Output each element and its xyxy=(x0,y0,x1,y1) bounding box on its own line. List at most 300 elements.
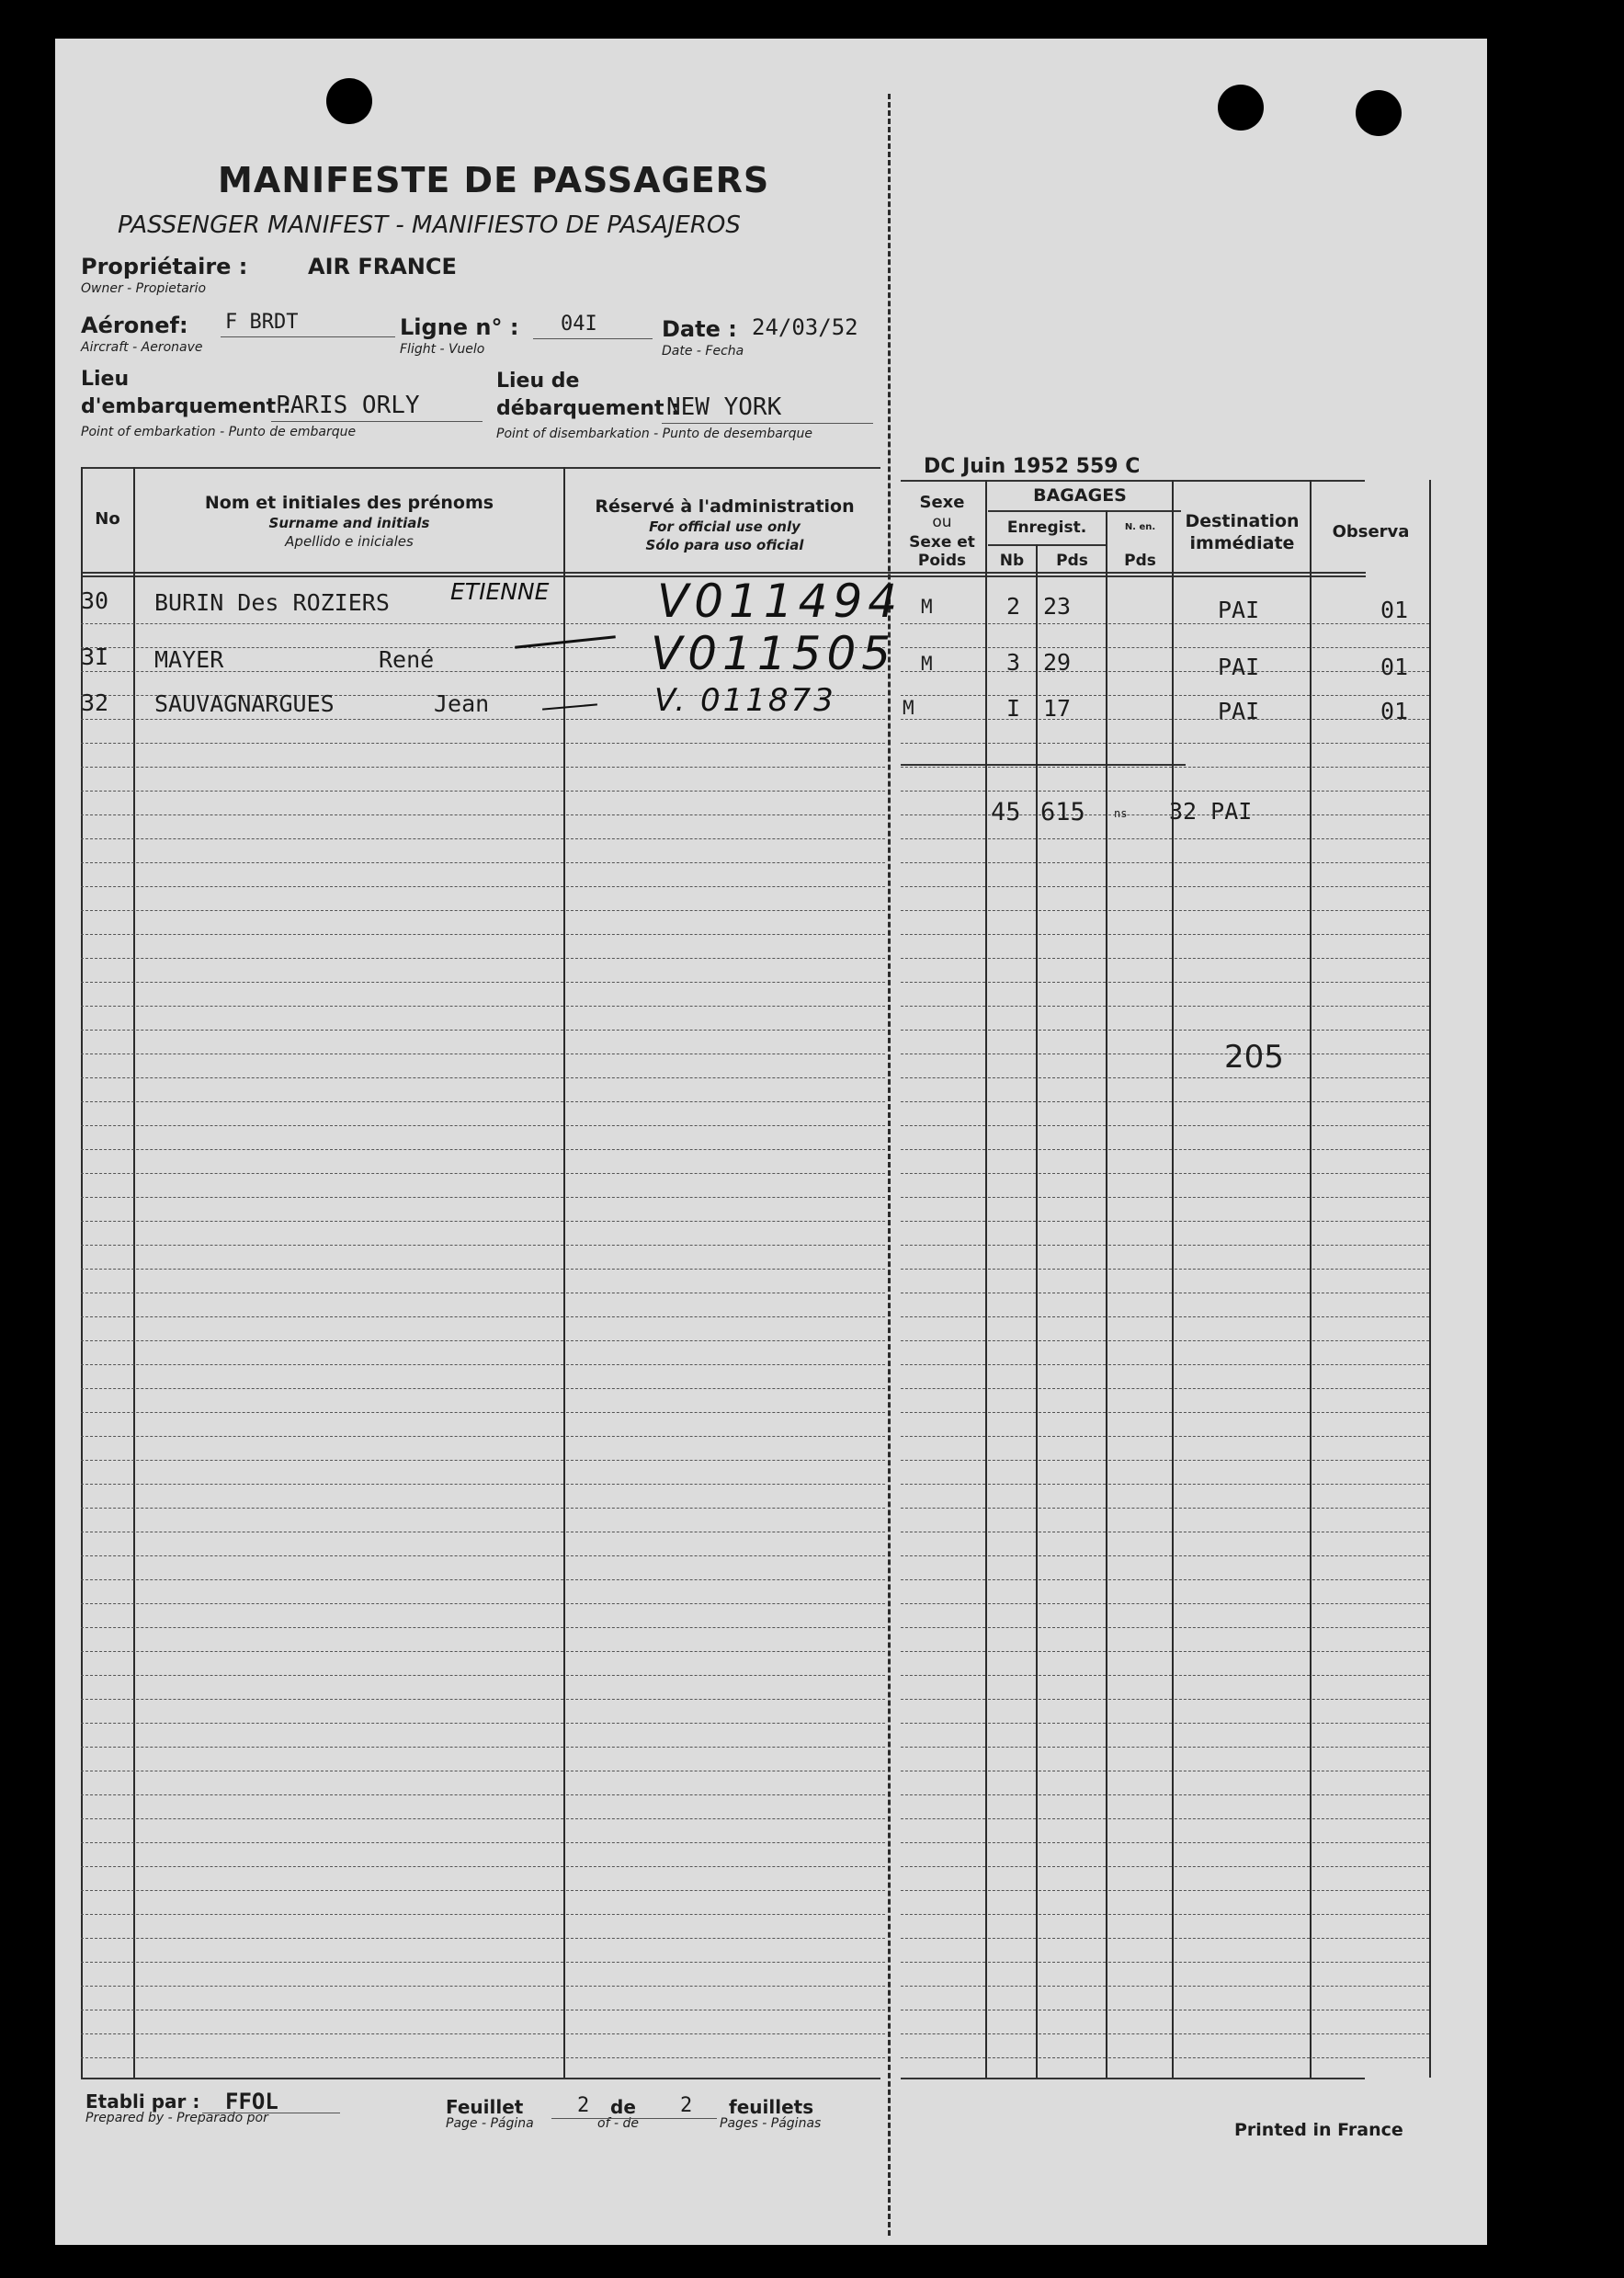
ruled-line xyxy=(988,886,1036,887)
ruled-line xyxy=(566,1962,885,1963)
owner-sublabel: Owner - Propietario xyxy=(81,281,207,296)
ruled-line xyxy=(81,1340,563,1341)
ruled-line xyxy=(1175,1579,1310,1580)
ruled-line xyxy=(566,1675,885,1676)
passenger-no: 30 xyxy=(81,587,109,614)
of-value: 2 xyxy=(680,2094,693,2117)
ruled-line xyxy=(901,1149,985,1150)
ruled-line xyxy=(901,1747,985,1748)
ruled-line xyxy=(81,1030,563,1031)
ruled-line xyxy=(1108,862,1172,863)
ruled-line xyxy=(1312,1197,1429,1198)
ruled-line xyxy=(566,1173,885,1174)
ruled-line xyxy=(1039,958,1106,959)
ruled-line xyxy=(1039,886,1106,887)
ruled-line xyxy=(1039,1747,1106,1748)
ruled-line xyxy=(901,1723,985,1724)
ruled-line xyxy=(1039,1603,1106,1604)
ruled-line xyxy=(566,1149,885,1150)
destination: PAI xyxy=(1218,654,1260,680)
passenger-firstname: René xyxy=(379,646,435,673)
embark-value: PARIS ORLY xyxy=(276,392,420,419)
ruled-line xyxy=(1108,1436,1172,1437)
ruled-line xyxy=(1108,1484,1172,1485)
ruled-line xyxy=(901,1221,985,1222)
ruled-line xyxy=(81,1173,563,1174)
prepared-value: FFOL xyxy=(225,2089,278,2114)
sheet-sublabel: Page - Página xyxy=(446,2116,534,2131)
ruled-line xyxy=(81,1125,563,1126)
ruled-line xyxy=(1312,671,1429,672)
ruled-line xyxy=(1108,1962,1172,1963)
disembark-underline xyxy=(662,423,873,424)
ruled-line xyxy=(81,1747,563,1748)
ruled-line xyxy=(1312,1173,1429,1174)
ruled-line xyxy=(1175,791,1310,792)
ruled-line xyxy=(1175,862,1310,863)
ruled-line xyxy=(566,1579,885,1580)
ruled-line xyxy=(1175,1388,1310,1389)
total-destination: 32 PAI xyxy=(1169,798,1253,825)
ruled-line xyxy=(81,1245,563,1246)
ruled-line xyxy=(566,1508,885,1509)
ruled-line xyxy=(901,1125,985,1126)
ruled-line xyxy=(81,1818,563,1819)
sheet-value: 2 xyxy=(577,2094,590,2117)
ruled-line xyxy=(1108,1412,1172,1413)
ruled-line xyxy=(1039,1101,1106,1102)
ruled-line xyxy=(1039,1914,1106,1915)
ruled-line xyxy=(901,1197,985,1198)
ruled-line xyxy=(1312,647,1429,648)
ruled-line xyxy=(1175,623,1310,624)
ruled-line xyxy=(1108,1269,1172,1270)
ruled-line xyxy=(81,862,563,863)
ruled-line xyxy=(1039,1006,1106,1007)
ruled-line xyxy=(1108,1460,1172,1461)
embark-underline xyxy=(271,421,483,422)
ruled-line xyxy=(1039,1149,1106,1150)
passenger-sex: M xyxy=(921,596,933,618)
ruled-line xyxy=(566,1890,885,1891)
ruled-line xyxy=(901,1794,985,1795)
disembark-value: NEW YORK xyxy=(666,393,782,421)
ruled-line xyxy=(988,1508,1036,1509)
ruled-line xyxy=(566,1388,885,1389)
ruled-line xyxy=(988,767,1036,768)
ruled-line xyxy=(566,1938,885,1939)
ruled-line xyxy=(1175,1149,1310,1150)
ruled-line xyxy=(988,623,1036,624)
col-header-nr: N. en. xyxy=(1124,522,1156,532)
ruled-line xyxy=(1108,1508,1172,1509)
date-label: Date : xyxy=(662,316,737,342)
ruled-line xyxy=(1175,1962,1310,1963)
ruled-line xyxy=(1039,1269,1106,1270)
ruled-line xyxy=(988,1842,1036,1843)
ruled-line xyxy=(1312,1340,1429,1341)
ruled-line xyxy=(566,1460,885,1461)
ruled-line xyxy=(1108,958,1172,959)
form-subtitle: PASSENGER MANIFEST - MANIFIESTO DE PASAJEROS xyxy=(118,211,741,239)
ruled-line xyxy=(81,910,563,911)
passenger-surname: SAUVAGNARGUES xyxy=(154,690,335,717)
ruled-line xyxy=(81,743,563,744)
ruled-line xyxy=(1039,1030,1106,1031)
ruled-line xyxy=(988,910,1036,911)
col-header-admin-es: Sólo para uso oficial xyxy=(645,537,804,553)
ruled-line xyxy=(566,719,885,720)
ruled-line xyxy=(1312,1938,1429,1939)
ruled-line xyxy=(1108,1890,1172,1891)
ruled-line xyxy=(1175,1555,1310,1556)
ruled-line xyxy=(988,1125,1036,1126)
ruled-line xyxy=(1175,1866,1310,1867)
ruled-line xyxy=(566,1030,885,1031)
ruled-line xyxy=(81,1364,563,1365)
ruled-line xyxy=(988,1794,1036,1795)
ruled-line xyxy=(566,910,885,911)
ruled-line xyxy=(901,1603,985,1604)
ruled-line xyxy=(1175,1794,1310,1795)
ruled-line xyxy=(901,1842,985,1843)
ruled-line xyxy=(1175,1364,1310,1365)
col-header-nb: Nb xyxy=(999,552,1025,570)
ruled-line xyxy=(1039,2033,1106,2034)
col-header-nr-pds: Pds xyxy=(1124,552,1156,570)
passenger-surname: BURIN Des ROZIERS xyxy=(154,589,390,616)
ruled-line xyxy=(1108,1866,1172,1867)
ruled-line xyxy=(1312,1555,1429,1556)
ruled-line xyxy=(1175,1675,1310,1676)
ruled-line xyxy=(988,1245,1036,1246)
ruled-line xyxy=(1039,1340,1106,1341)
ruled-line xyxy=(901,1890,985,1891)
table-bottom-border xyxy=(81,2078,880,2079)
ruled-line xyxy=(1039,1794,1106,1795)
ruled-line xyxy=(81,814,563,815)
ruled-line xyxy=(1108,886,1172,887)
ruled-line xyxy=(1312,1484,1429,1485)
ruled-line xyxy=(566,1125,885,1126)
ruled-line xyxy=(901,910,985,911)
ruled-line xyxy=(1175,982,1310,983)
ruled-line xyxy=(901,1412,985,1413)
ruled-line xyxy=(1039,1125,1106,1126)
ruled-line xyxy=(1039,1388,1106,1389)
ruled-line xyxy=(988,1197,1036,1198)
ruled-line xyxy=(1175,1101,1310,1102)
ruled-line xyxy=(1175,1006,1310,1007)
ruled-line xyxy=(901,1651,985,1652)
ruled-line xyxy=(988,1723,1036,1724)
ruled-line xyxy=(1108,1651,1172,1652)
ruled-line xyxy=(1312,1818,1429,1819)
ruled-line xyxy=(1108,1938,1172,1939)
ruled-line xyxy=(1108,1149,1172,1150)
ruled-line xyxy=(566,1269,885,1270)
ruled-line xyxy=(1108,982,1172,983)
ruled-line xyxy=(988,1603,1036,1604)
ruled-line xyxy=(566,2057,885,2058)
ruled-line xyxy=(1175,2033,1310,2034)
ruled-line xyxy=(1108,1794,1172,1795)
ruled-line xyxy=(988,1890,1036,1891)
ruled-line xyxy=(81,1986,563,1987)
ruled-line xyxy=(1039,1508,1106,1509)
ruled-line xyxy=(1108,1699,1172,1700)
col-line xyxy=(1172,480,1174,2078)
ruled-line xyxy=(81,1269,563,1270)
ruled-line xyxy=(1175,647,1310,648)
ruled-line xyxy=(1108,2057,1172,2058)
aircraft-underline xyxy=(221,336,395,337)
prepared-label: Etabli par : xyxy=(85,2090,200,2113)
baggage-count: 2 xyxy=(1006,593,1021,620)
ruled-line xyxy=(1175,1484,1310,1485)
ruled-line xyxy=(1108,623,1172,624)
flight-value: 04I xyxy=(561,313,597,336)
ruled-line xyxy=(1108,1077,1172,1078)
aircraft-sublabel: Aircraft - Aeronave xyxy=(81,340,203,355)
owner-value: AIR FRANCE xyxy=(308,254,457,279)
ruled-line xyxy=(1108,1603,1172,1604)
sheet-underline xyxy=(551,2118,717,2119)
ruled-line xyxy=(566,1484,885,1485)
ruled-line xyxy=(901,1938,985,1939)
ruled-line xyxy=(1312,743,1429,744)
ruled-line xyxy=(901,647,985,648)
ruled-line xyxy=(566,814,885,815)
ruled-line xyxy=(566,934,885,935)
ruled-line xyxy=(1175,1651,1310,1652)
ruled-line xyxy=(1312,982,1429,983)
ruled-line xyxy=(81,1149,563,1150)
ruled-line xyxy=(988,2033,1036,2034)
ruled-line xyxy=(988,1364,1036,1365)
ruled-line xyxy=(81,719,563,720)
ruled-line xyxy=(901,1484,985,1485)
ruled-line xyxy=(1108,695,1172,696)
ruled-line xyxy=(81,1388,563,1389)
ruled-line xyxy=(1108,1747,1172,1748)
ruled-line xyxy=(1108,767,1172,768)
passenger-firstname: ETIENNE xyxy=(450,578,550,605)
ruled-line xyxy=(566,1006,885,1007)
ruled-line xyxy=(1039,934,1106,935)
ruled-line xyxy=(901,886,985,887)
ruled-line xyxy=(566,1077,885,1078)
ruled-line xyxy=(901,695,985,696)
ruled-line xyxy=(1039,1412,1106,1413)
ruled-line xyxy=(1312,623,1429,624)
ruled-line xyxy=(1108,1914,1172,1915)
official-number: V011494 xyxy=(657,575,903,628)
ruled-line xyxy=(1312,1364,1429,1365)
ruled-line xyxy=(1175,1173,1310,1174)
ruled-line xyxy=(901,1866,985,1867)
ruled-line xyxy=(1108,1364,1172,1365)
ruled-line xyxy=(1312,1699,1429,1700)
ruled-line xyxy=(901,1579,985,1580)
ruled-line xyxy=(1312,1914,1429,1915)
ruled-line xyxy=(988,1316,1036,1317)
ruled-line xyxy=(81,791,563,792)
ruled-line xyxy=(81,1412,563,1413)
col-header-destination: Destination xyxy=(1185,511,1300,531)
ruled-line xyxy=(1039,1842,1106,1843)
ruled-line xyxy=(1039,1221,1106,1222)
ruled-line xyxy=(988,1986,1036,1987)
ruled-line xyxy=(1039,1245,1106,1246)
ruled-line xyxy=(81,1436,563,1437)
ruled-line xyxy=(81,1484,563,1485)
ruled-line xyxy=(988,1818,1036,1819)
ruled-line xyxy=(81,647,563,648)
ruled-line xyxy=(1108,1316,1172,1317)
passenger-firstname: Jean xyxy=(434,690,490,717)
ruled-line xyxy=(1039,1962,1106,1963)
col-header-admin: Réservé à l'administration xyxy=(595,496,855,517)
form-title: MANIFESTE DE PASSAGERS xyxy=(218,160,770,200)
col-header-pds: Pds xyxy=(1056,552,1088,570)
ruled-line xyxy=(901,1818,985,1819)
col-header-sex-4: Poids xyxy=(917,552,967,570)
ruled-line xyxy=(1175,1221,1310,1222)
ruled-line xyxy=(1108,647,1172,648)
sheet-label: Feuillet xyxy=(446,2096,524,2118)
ruled-line xyxy=(1039,1197,1106,1198)
official-number: V. 011873 xyxy=(654,682,836,719)
ruled-line xyxy=(1175,1340,1310,1341)
ruled-line xyxy=(81,1460,563,1461)
ruled-line xyxy=(1175,1412,1310,1413)
ruled-line xyxy=(1039,1651,1106,1652)
ruled-line xyxy=(1108,1986,1172,1987)
ruled-line xyxy=(566,886,885,887)
ruled-line xyxy=(1175,1699,1310,1700)
ruled-line xyxy=(566,1316,885,1317)
ruled-line xyxy=(81,1699,563,1700)
ruled-line xyxy=(1039,1173,1106,1174)
ruled-line xyxy=(1175,1030,1310,1031)
ruled-line xyxy=(988,1269,1036,1270)
ruled-line xyxy=(1312,1603,1429,1604)
ruled-line xyxy=(1175,1890,1310,1891)
col-header-baggage: BAGAGES xyxy=(1033,485,1127,506)
ruled-line xyxy=(988,1460,1036,1461)
ruled-line xyxy=(1108,2033,1172,2034)
passenger-sex: M xyxy=(921,653,933,675)
ruled-line xyxy=(988,1579,1036,1580)
ruled-line xyxy=(1312,814,1429,815)
ruled-line xyxy=(1312,1675,1429,1676)
ruled-line xyxy=(81,1962,563,1963)
ruled-line xyxy=(566,1818,885,1819)
col-line xyxy=(1106,510,1107,2078)
ruled-line xyxy=(1039,838,1106,839)
ruled-line xyxy=(988,934,1036,935)
ruled-line xyxy=(1039,862,1106,863)
ruled-line xyxy=(566,838,885,839)
ruled-line xyxy=(1039,910,1106,911)
ruled-line xyxy=(901,1914,985,1915)
sheets-label: feuillets xyxy=(729,2096,814,2118)
ruled-line xyxy=(566,2033,885,2034)
ruled-line xyxy=(901,862,985,863)
ruled-line xyxy=(566,1364,885,1365)
ruled-line xyxy=(1039,623,1106,624)
ruled-line xyxy=(1312,2057,1429,2058)
ruled-line xyxy=(1108,838,1172,839)
ruled-line xyxy=(1312,791,1429,792)
col-header-sex-2: ou xyxy=(932,513,952,531)
ruled-line xyxy=(901,1077,985,1078)
observation: 01 xyxy=(1380,654,1409,680)
ruled-line xyxy=(1108,1818,1172,1819)
ruled-line xyxy=(901,934,985,935)
ruled-line xyxy=(988,982,1036,983)
ruled-line xyxy=(1175,1842,1310,1843)
ruled-line xyxy=(1312,719,1429,720)
ruled-line xyxy=(1108,719,1172,720)
ruled-line xyxy=(1312,1030,1429,1031)
ruled-line xyxy=(1108,1030,1172,1031)
ruled-line xyxy=(901,1101,985,1102)
ruled-line xyxy=(81,886,563,887)
form-ref: DC Juin 1952 559 C xyxy=(924,455,1141,478)
passenger-sex: M xyxy=(903,697,914,719)
col-header-admin-en: For official use only xyxy=(649,518,801,535)
ruled-line xyxy=(1108,1675,1172,1676)
embark-label: Lieu xyxy=(81,368,130,391)
ruled-line xyxy=(1175,1245,1310,1246)
ruled-line xyxy=(1108,1842,1172,1843)
ruled-line xyxy=(988,791,1036,792)
ruled-line xyxy=(1175,886,1310,887)
ruled-line xyxy=(901,982,985,983)
ruled-line xyxy=(988,1006,1036,1007)
ruled-line xyxy=(81,1675,563,1676)
col-line xyxy=(985,480,987,2078)
ruled-line xyxy=(1039,1890,1106,1891)
ruled-line xyxy=(1312,910,1429,911)
ruled-line xyxy=(988,1914,1036,1915)
ruled-line xyxy=(901,1675,985,1676)
ruled-line xyxy=(1108,1173,1172,1174)
ruled-line xyxy=(1108,671,1172,672)
ruled-line xyxy=(901,1269,985,1270)
ruled-line xyxy=(566,1412,885,1413)
baggage-count: 3 xyxy=(1006,649,1021,676)
ruled-line xyxy=(988,1938,1036,1939)
ruled-line xyxy=(1312,1149,1429,1150)
punch-hole xyxy=(1356,90,1402,136)
ruled-line xyxy=(1312,1412,1429,1413)
baggage-weight: 23 xyxy=(1043,593,1072,620)
total-baggage-weight: 615 xyxy=(1040,798,1085,826)
ruled-line xyxy=(901,719,985,720)
ruled-line xyxy=(1175,1316,1310,1317)
ruled-line xyxy=(901,814,985,815)
flight-label: Ligne n° : xyxy=(400,314,519,340)
ruled-line xyxy=(1175,958,1310,959)
ruled-line xyxy=(988,1484,1036,1485)
punch-hole xyxy=(1218,85,1264,131)
ruled-line xyxy=(1175,695,1310,696)
of-label: de xyxy=(610,2096,636,2118)
aircraft-label: Aéronef: xyxy=(81,313,188,338)
